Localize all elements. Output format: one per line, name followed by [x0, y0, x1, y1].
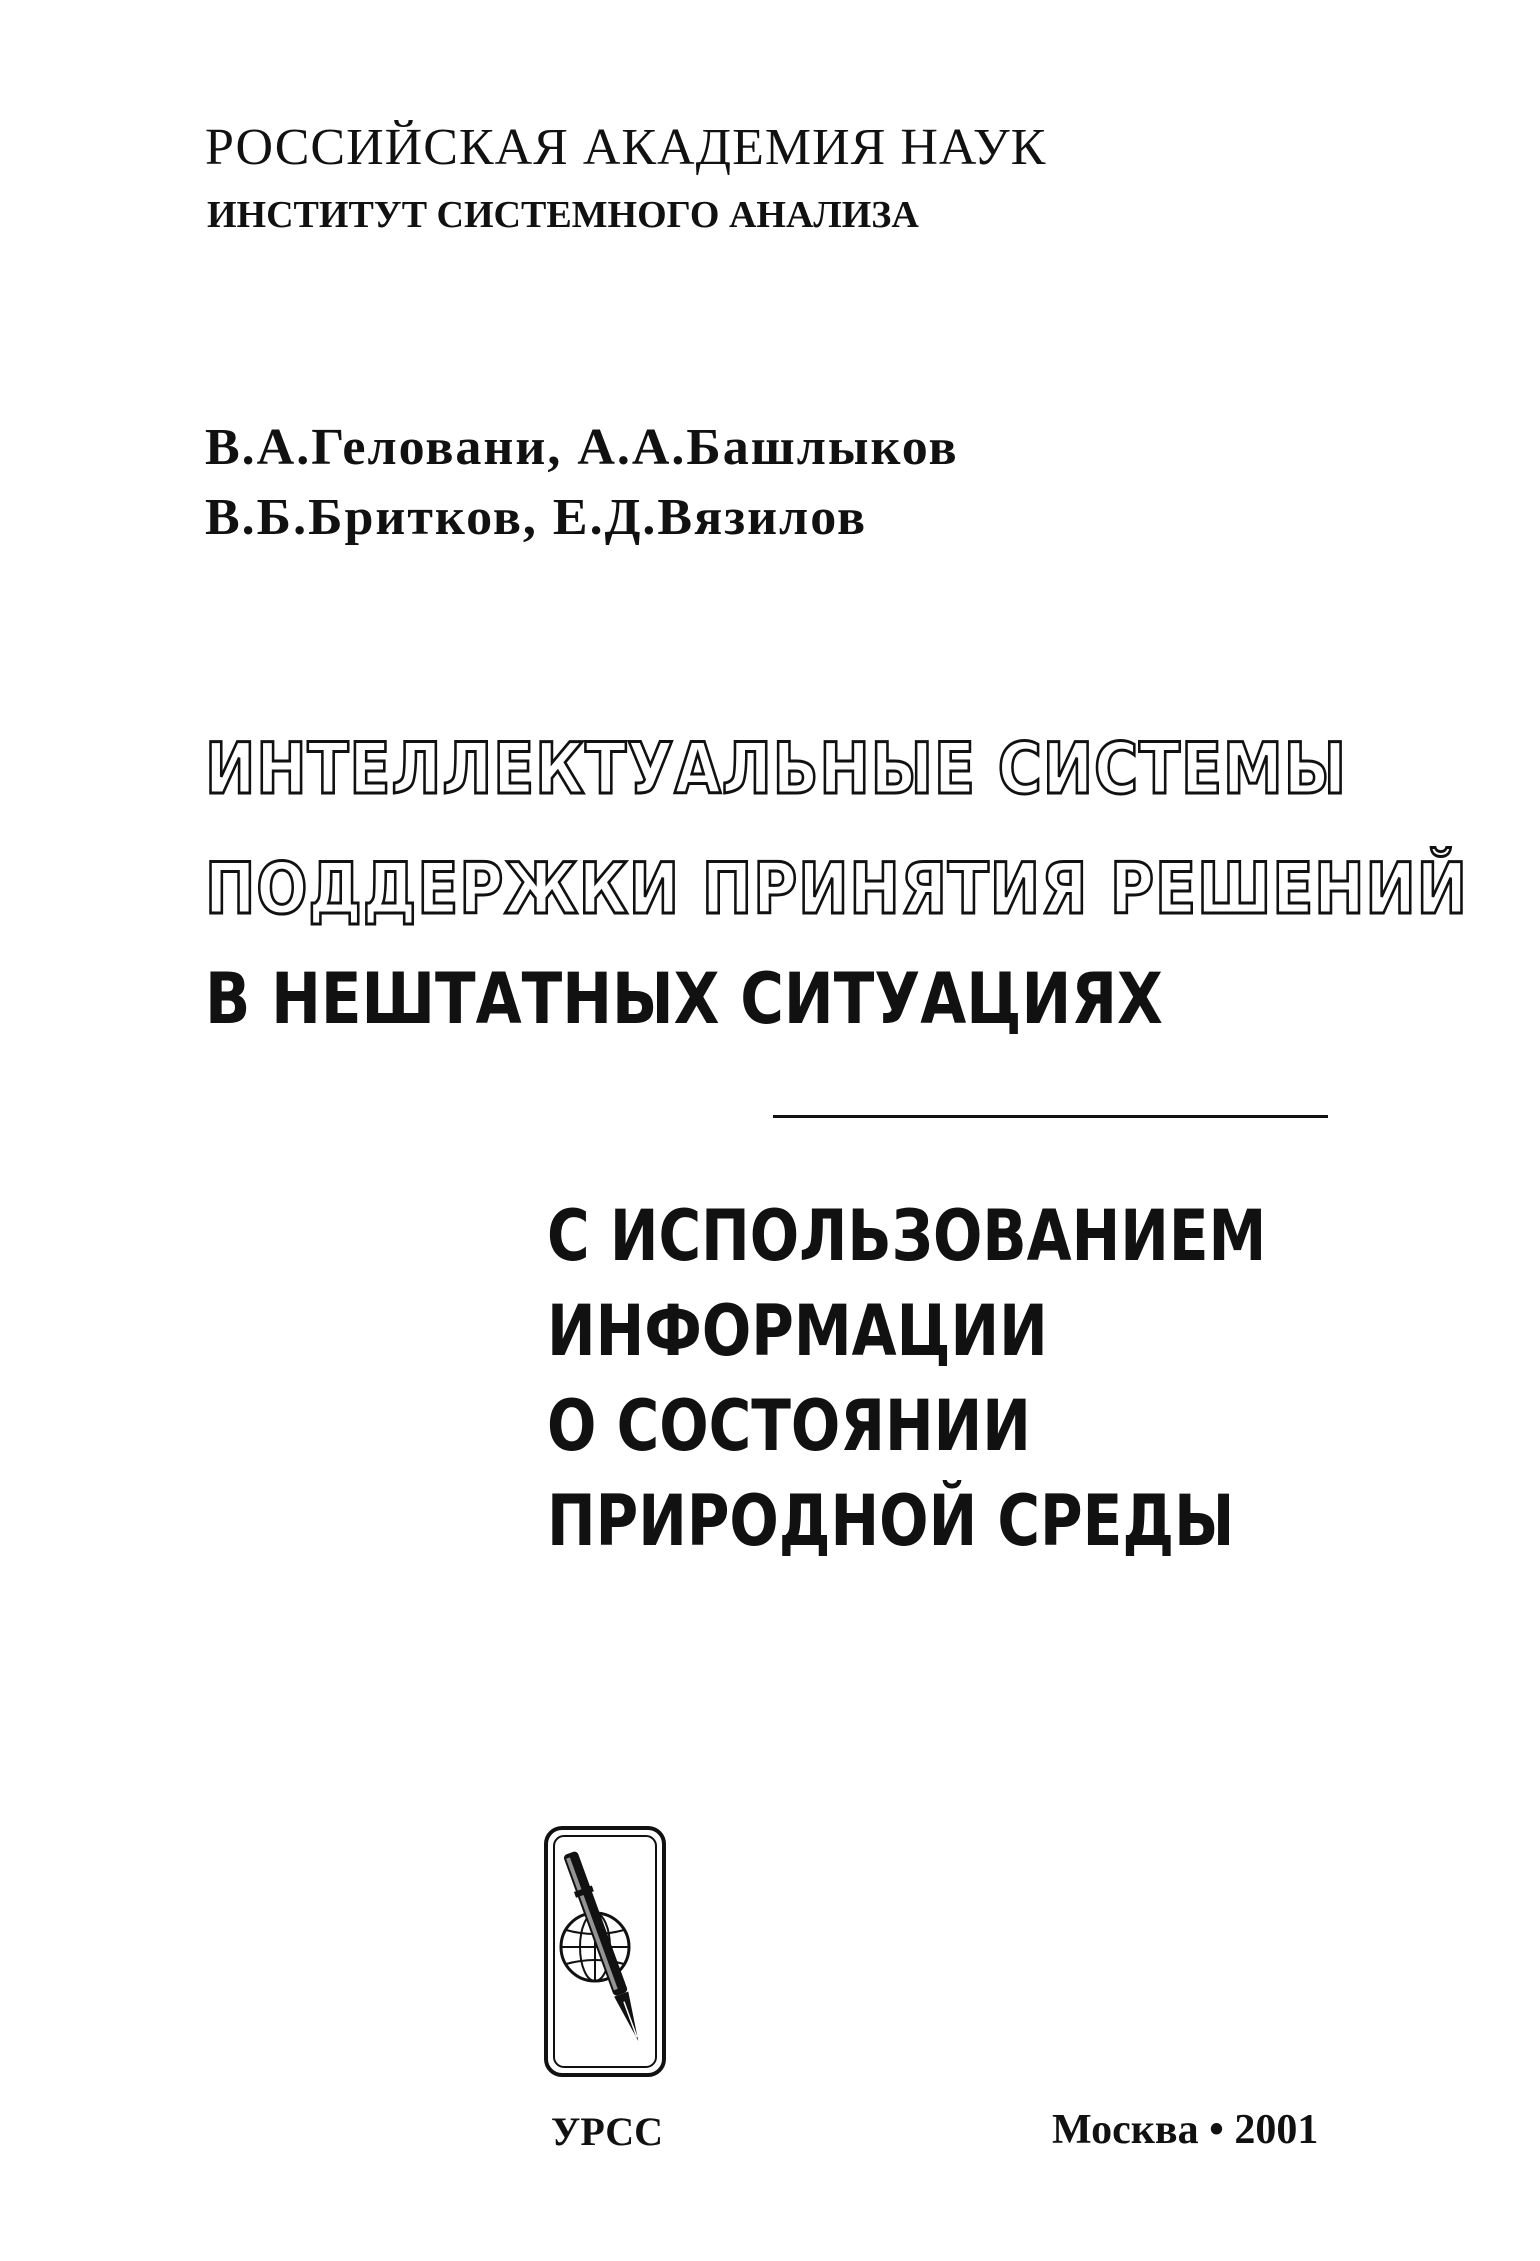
title-divider	[773, 1115, 1328, 1118]
publisher-emblem-pen-globe-icon	[543, 1825, 667, 2078]
book-title-line-2: ПОДДЕРЖКИ ПРИНЯТИЯ РЕШЕНИЙ	[205, 848, 1468, 930]
subtitle-line-3: О СОСТОЯНИИ	[547, 1385, 1031, 1467]
institute-name: ИНСТИТУТ СИСТЕМНОГО АНАЛИЗА	[207, 194, 919, 236]
authors-line-2: В.Б.Бритков, Е.Д.Вязилов	[205, 489, 868, 546]
book-title-line-1: ИНТЕЛЛЕКТУАЛЬНЫЕ СИСТЕМЫ	[205, 728, 1347, 810]
organization-name: РОССИЙСКАЯ АКАДЕМИЯ НАУК	[205, 119, 1047, 176]
subtitle-line-1: С ИСПОЛЬЗОВАНИЕМ	[547, 1195, 1267, 1277]
publication-place-year: Москва • 2001	[1052, 2107, 1319, 2153]
subtitle-line-2: ИНФОРМАЦИИ	[547, 1290, 1048, 1372]
authors-line-1: В.А.Геловани, А.А.Башлыков	[205, 419, 959, 476]
subtitle-line-4: ПРИРОДНОЙ СРЕДЫ	[547, 1480, 1235, 1562]
publisher-name: УРСС	[551, 2109, 664, 2154]
book-title-line-3: В НЕШТАТНЫХ СИТУАЦИЯХ	[205, 958, 1163, 1040]
